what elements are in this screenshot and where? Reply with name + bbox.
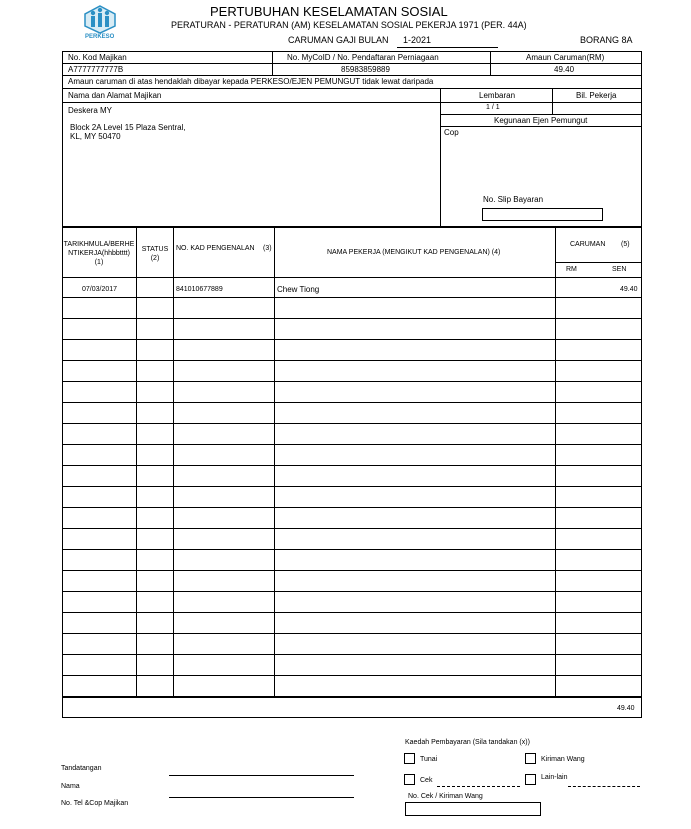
col-header-ic-num: (3) xyxy=(263,245,272,252)
table-row-divider xyxy=(62,654,642,655)
col-header-status-text: STATUS xyxy=(141,246,169,253)
table-row-divider xyxy=(62,675,642,676)
table-row-divider xyxy=(62,277,642,278)
slip-bayaran-label: No. Slip Bayaran xyxy=(483,195,544,204)
tunai-checkbox[interactable] xyxy=(404,753,415,764)
kod-majikan-value: A7777777777B xyxy=(68,65,124,74)
address-line-2: KL, MY 50470 xyxy=(70,132,121,141)
table-row-divider xyxy=(62,297,642,298)
kod-majikan-label: No. Kod Majikan xyxy=(68,53,127,62)
tel-cop-label: No. Tel &Cop Majikan xyxy=(61,800,129,807)
perkeso-logo xyxy=(82,4,118,40)
employer-name: Deskera MY xyxy=(68,106,113,115)
address-line-1: Block 2A Level 15 Plaza Sentral, xyxy=(70,123,186,132)
kaedah-label: Kaedah Pembayaran (Sila tandakan (x)) xyxy=(405,739,530,746)
page-subtitle: PERATURAN - PERATURAN (AM) KESELAMATAN SOSIAL PEKERJA 1971 (PER. 44A) xyxy=(171,20,527,30)
lain-lain-checkbox[interactable] xyxy=(525,774,536,785)
table-row-divider xyxy=(62,591,642,592)
nama-label: Nama xyxy=(61,783,80,790)
table-row-divider xyxy=(62,423,642,424)
kegunaan-ejen-label: Kegunaan Ejen Pemungut xyxy=(494,116,588,125)
row-1-amount: 49.40 xyxy=(620,286,638,293)
table-row-divider xyxy=(62,507,642,508)
mycoid-label: No. MyCoID / No. Pendaftaran Perniagaan xyxy=(287,53,439,62)
col-header-date-text: TARIKHMULA/BERHENTIKERJA(hhbbtttt) xyxy=(63,241,135,257)
cek-label: Cek xyxy=(420,777,433,784)
col-header-ic: NO. KAD PENGENALAN xyxy=(176,245,255,252)
lain-lain-label: Lain-lain xyxy=(541,774,568,781)
row-1-name: Chew Tiong xyxy=(277,285,320,294)
cek-checkbox[interactable] xyxy=(404,774,415,785)
table-row-divider xyxy=(62,402,642,403)
borang-label: BORANG 8A xyxy=(580,35,633,45)
logo-text: PERKESO xyxy=(85,34,115,40)
table-row-divider xyxy=(62,528,642,529)
table-row-divider xyxy=(62,381,642,382)
table-row-divider xyxy=(62,612,642,613)
table-row-divider xyxy=(62,570,642,571)
no-cek-field[interactable] xyxy=(405,802,541,816)
perkeso-emblem-icon xyxy=(82,4,118,34)
table-row-divider xyxy=(62,486,642,487)
nama-alamat-label: Nama dan Alamat Majikan xyxy=(68,91,162,100)
col-header-status-num: (2) xyxy=(150,255,160,262)
slip-bayaran-field[interactable] xyxy=(482,208,603,221)
col-header-date xyxy=(62,240,136,267)
cop-label: Cop xyxy=(444,128,459,137)
table-row-divider xyxy=(62,465,642,466)
col-header-sen: SEN xyxy=(612,266,627,273)
bil-pekerja-label: Bil. Pekerja xyxy=(576,91,617,100)
col-header-date-num: (1) xyxy=(94,259,104,266)
kiriman-wang-checkbox[interactable] xyxy=(525,753,536,764)
mycoid-value: 85983859889 xyxy=(341,65,390,74)
table-row-divider xyxy=(62,444,642,445)
payment-notice: Amaun caruman di atas hendaklah dibayar kepada PERKESO/EJEN PEMUNGUT tidak lewat daripada xyxy=(68,77,434,86)
row-1-date: 07/03/2017 xyxy=(82,286,118,293)
total-amount: 49.40 xyxy=(617,705,635,712)
col-header-rm: RM xyxy=(566,266,577,273)
tunai-label: Tunai xyxy=(420,756,438,763)
kiriman-wang-label: Kiriman Wang xyxy=(541,756,585,763)
lembaran-value: 1 / 1 xyxy=(486,104,500,111)
lembaran-label: Lembaran xyxy=(479,91,516,100)
no-cek-label: No. Cek / Kiriman Wang xyxy=(408,793,483,800)
col-header-caruman: CARUMAN xyxy=(570,241,606,248)
col-header-caruman-num: (5) xyxy=(621,241,630,248)
page-title: PERTUBUHAN KESELAMATAN SOSIAL xyxy=(210,4,448,19)
table-row-divider xyxy=(62,549,642,550)
caruman-month: 1-2021 xyxy=(403,35,432,45)
table-row-divider xyxy=(62,633,642,634)
table-row-divider xyxy=(62,339,642,340)
caruman-label: CARUMAN GAJI BULAN xyxy=(288,35,389,45)
col-header-status xyxy=(137,245,173,263)
amaun-caruman-label: Amaun Caruman(RM) xyxy=(526,53,605,62)
table-row-divider xyxy=(62,318,642,319)
row-1-ic: 841010677889 xyxy=(176,286,223,293)
amaun-caruman-value: 49.40 xyxy=(554,65,575,74)
tandatangan-label: Tandatangan xyxy=(61,765,102,772)
table-row-divider xyxy=(62,360,642,361)
table-row-divider xyxy=(62,697,642,698)
col-header-name: NAMA PEKERJA (MENGIKUT KAD PENGENALAN) (4) xyxy=(327,249,501,256)
